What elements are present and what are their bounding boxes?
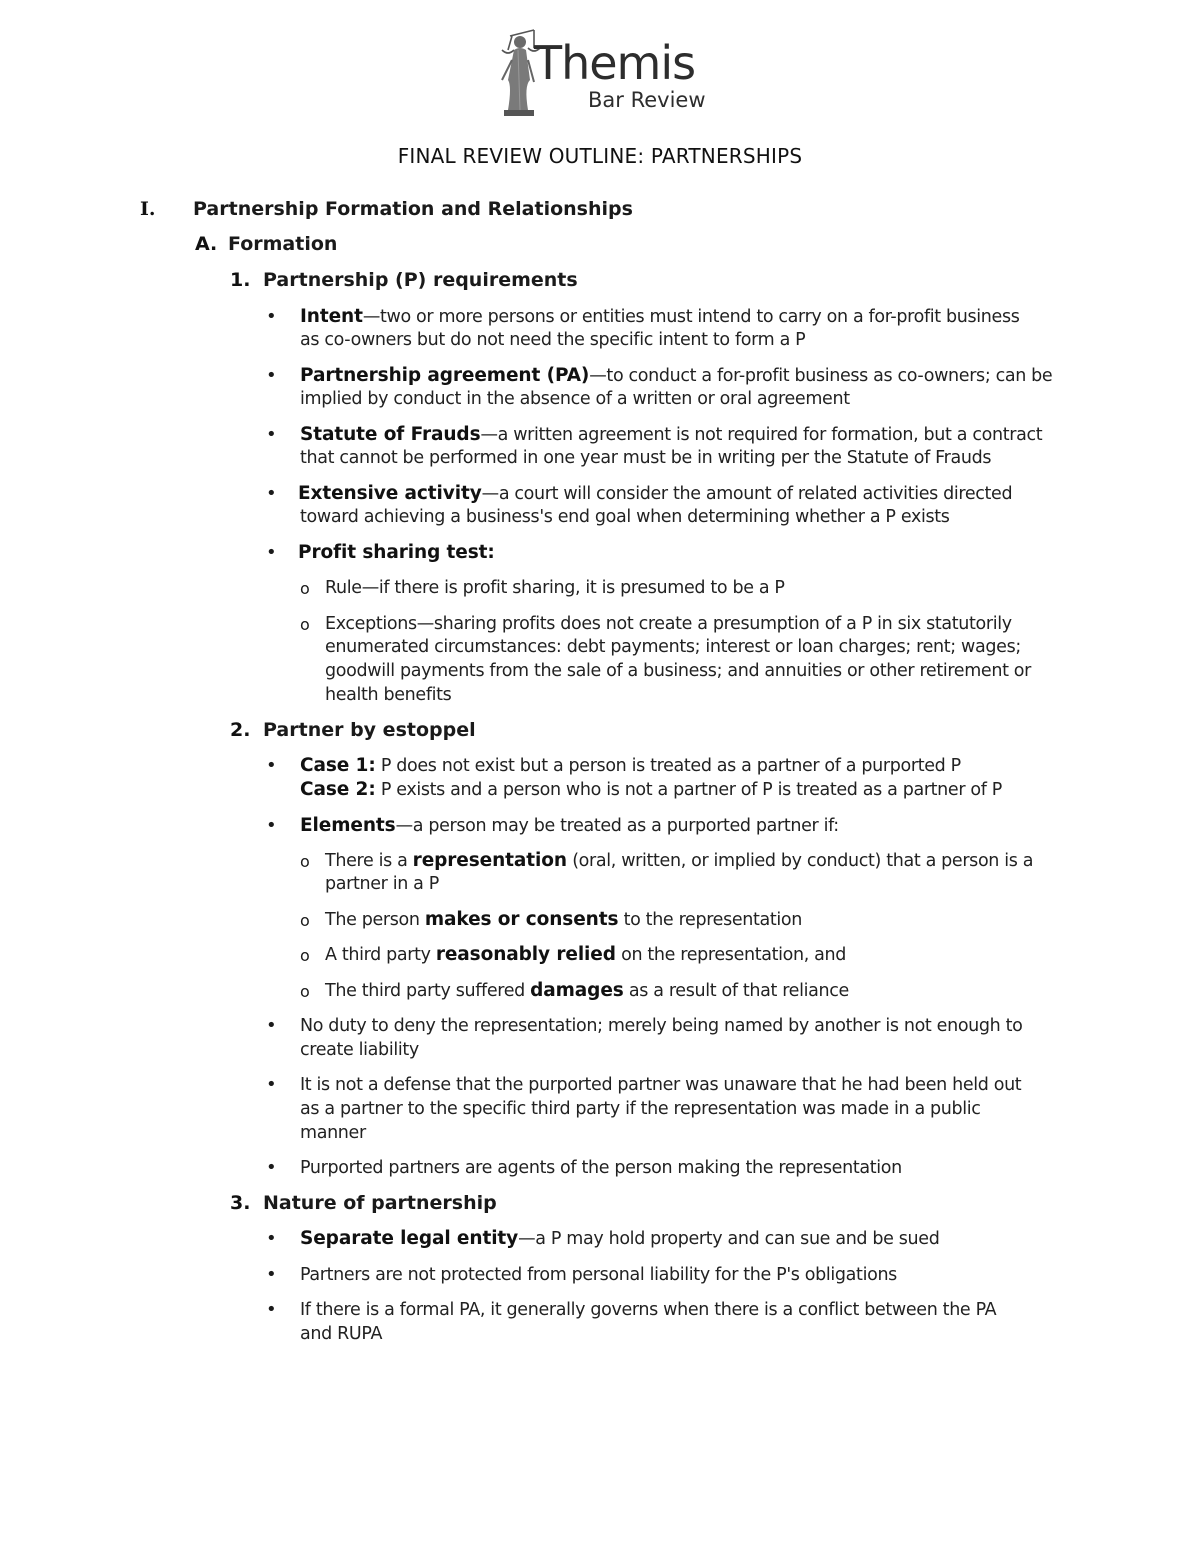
circle-bullet-icon: o [300, 946, 310, 965]
list-item: It is not a defense that the purported partner was unaware that he had been held out [300, 1075, 1022, 1095]
list-item: Purported partners are agents of the person making the representation [300, 1158, 902, 1178]
sub-list-item: A third party reasonably relied on the representation, and [325, 944, 847, 965]
section-heading: Partnership Formation and Relationships [193, 198, 633, 220]
item-marker: 1. [230, 269, 251, 291]
subsection-marker: A. [195, 233, 218, 255]
page-title: FINAL REVIEW OUTLINE: PARTNERSHIPS [397, 144, 803, 168]
circle-bullet-icon: o [300, 615, 310, 634]
item-marker: 2. [230, 719, 251, 741]
list-item: Partnership agreement (PA)—to conduct a for-profit business as co-owners; can be [300, 365, 1053, 386]
bullet-icon: • [266, 1228, 277, 1249]
circle-bullet-icon: o [300, 982, 310, 1001]
sub-list-item-continuation: enumerated circumstances: debt payments; interest or loan charges; rent; wages; [325, 637, 1021, 657]
list-item: If there is a formal PA, it generally governs when there is a conflict between the PA [300, 1300, 997, 1320]
item-heading: Partnership (P) requirements [263, 269, 578, 291]
section-marker: I. [140, 198, 156, 220]
sub-list-item: Exceptions—sharing profits does not create a presumption of a P in six statutorily [325, 614, 1012, 634]
bullet-icon: • [266, 1015, 277, 1036]
list-item: Statute of Frauds—a written agreement is not required for formation, but a contract [300, 424, 1043, 445]
sub-list-item-continuation: goodwill payments from the sale of a business; and annuities or other retirement or [325, 661, 1032, 681]
list-item: Profit sharing test: [298, 542, 495, 563]
list-item: Separate legal entity—a P may hold property and can sue and be sued [300, 1228, 940, 1249]
subsection-heading: Formation [228, 233, 338, 255]
sub-list-item: There is a representation (oral, written, or implied by conduct) that a person is a [325, 850, 1034, 871]
circle-bullet-icon: o [300, 579, 310, 598]
list-item-continuation: as co-owners but do not need the specific intent to form a P [300, 330, 806, 350]
list-item-continuation: that cannot be performed in one year must be in writing per the Statute of Frauds [300, 448, 992, 468]
list-item: Partners are not protected from personal liability for the P's obligations [300, 1265, 897, 1285]
list-item-continuation: as a partner to the specific third party if the representation was made in a public [300, 1099, 981, 1119]
bullet-icon: • [266, 1264, 277, 1285]
sub-list-item: The third party suffered damages as a result of that reliance [325, 980, 849, 1001]
bullet-icon: • [266, 365, 277, 386]
list-item: Case 1: P does not exist but a person is treated as a partner of a purported P [300, 755, 961, 776]
bullet-icon: • [266, 424, 277, 445]
list-item-continuation: create liability [300, 1040, 419, 1060]
bullet-icon: • [266, 755, 277, 776]
sub-list-item: The person makes or consents to the representation [325, 909, 803, 930]
item-heading: Partner by estoppel [263, 719, 476, 741]
list-item: Case 2: P exists and a person who is not a partner of P is treated as a partner of P [300, 779, 1002, 800]
bullet-icon: • [266, 815, 277, 836]
bullet-icon: • [266, 542, 277, 563]
themis-logo [490, 20, 720, 120]
circle-bullet-icon: o [300, 911, 310, 930]
bullet-icon: • [266, 1157, 277, 1178]
sub-list-item: Rule—if there is profit sharing, it is presumed to be a P [325, 578, 785, 598]
circle-bullet-icon: o [300, 852, 310, 871]
list-item-continuation: manner [300, 1123, 366, 1143]
list-item-continuation: and RUPA [300, 1324, 383, 1344]
bullet-icon: • [266, 1299, 277, 1320]
item-marker: 3. [230, 1192, 251, 1214]
list-item: No duty to deny the representation; merely being named by another is not enough to [300, 1016, 1023, 1036]
bullet-icon: • [266, 1074, 277, 1095]
list-item-continuation: implied by conduct in the absence of a written or oral agreement [300, 389, 850, 409]
item-heading: Nature of partnership [263, 1192, 497, 1214]
list-item: Extensive activity—a court will consider the amount of related activities directed [298, 483, 1013, 504]
list-item: Elements—a person may be treated as a purported partner if: [300, 815, 839, 836]
bullet-icon: • [266, 306, 277, 327]
list-item: Intent—two or more persons or entities must intend to carry on a for-profit business [300, 306, 1020, 327]
sub-list-item-continuation: health benefits [325, 685, 452, 705]
sub-list-item-continuation: partner in a P [325, 874, 439, 894]
logo-name: Themis [534, 36, 696, 90]
bullet-icon: • [266, 483, 277, 504]
logo-subtitle: Bar Review [588, 88, 706, 112]
list-item-continuation: toward achieving a business's end goal when determining whether a P exists [300, 507, 950, 527]
